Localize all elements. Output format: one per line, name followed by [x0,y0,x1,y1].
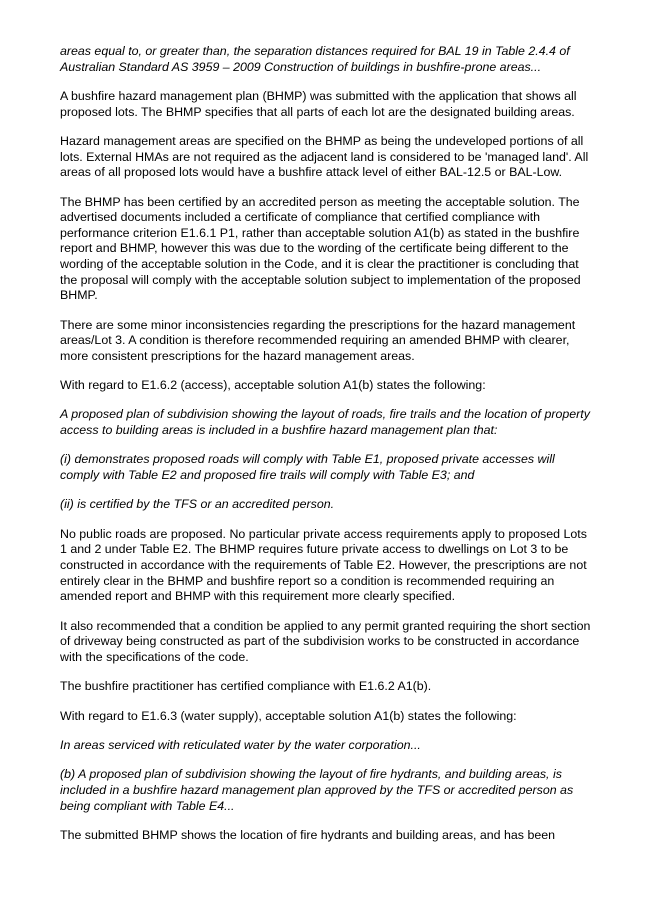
paragraph: In areas serviced with reticulated water by the water corporation... [60,737,421,752]
paragraph: The BHMP has been certified by an accredited person as meeting the acceptable solution. The advertised documents included a certificate of compliance that certified compliance with performance criterion E1.6.1 P1, rather than acceptable solution A1(b) as stated in the bushfire report and BHMP, however this was due to the wording of the certificate being different to the wording of the acceptable solution in the Code, and it is clear the practitioner is concluding that the proposal will comply with the acceptable solution subject to implementation of the proposed BHMP. [60,194,581,303]
paragraph: With regard to E1.6.3 (water supply), acceptable solution A1(b) states the following: [60,708,517,723]
paragraph: areas equal to, or greater than, the separation distances required for BAL 19 in Table 2.4.4 of Australian Standard AS 3959 – 2009 Construction of buildings in bushfire-prone areas... [60,44,570,74]
paragraph: A bushfire hazard management plan (BHMP) was submitted with the application that shows all proposed lots. The BHMP specifies that all parts of each lot are the designated building areas. [60,88,577,119]
paragraph: There are some minor inconsistencies regarding the prescriptions for the hazard management areas/Lot 3. A condition is therefore recommended requiring an amended BHMP with clearer, more consistent prescriptions for the hazard management areas. [60,317,576,363]
paragraph: (b) A proposed plan of subdivision showing the layout of fire hydrants, and building areas, is included in a bushfire hazard management plan approved by the TFS or accredited person as being compliant with Table E4... [60,767,574,813]
paragraph: A proposed plan of subdivision showing the layout of roads, fire trails and the location of property access to building areas is included in a bushfire hazard management plan that: [60,407,590,438]
paragraph: Hazard management areas are specified on the BHMP as being the undeveloped portions of all lots. External HMAs are not required as the adjacent land is considered to be 'managed land'. All areas of all proposed lots would have a bushfire attack level of either BAL-12.5 or BAL-Low. [60,133,589,180]
paragraph: No public roads are proposed. No particular private access requirements apply to proposed Lots 1 and 2 under Table E2. The BHMP requires future private access to dwellings on Lot 3 to be constructed in accordance with the requirements of Table E2. However, the prescriptions are not entirely clear in the BHMP and bushfire report so a condition is recommended requiring an amended report and BHMP with this requirement more clearly specified. [60,526,587,604]
paragraph: The bushfire practitioner has certified compliance with E1.6.2 A1(b). [60,679,432,694]
paragraph: The submitted BHMP shows the location of fire hydrants and building areas, and has been [60,827,556,842]
paragraph: (i) demonstrates proposed roads will comply with Table E1, proposed private accesses will comply with Table E2 and proposed fire trails will comply with Table E3; and [60,452,555,483]
paragraph: With regard to E1.6.2 (access), acceptable solution A1(b) states the following: [60,378,486,393]
paragraph: It also recommended that a condition be applied to any permit granted requiring the short section of driveway being constructed as part of the subdivision works to be constructed in accordance with the specifications of the code. [60,618,591,664]
paragraph: (ii) is certified by the TFS or an accredited person. [60,497,335,512]
